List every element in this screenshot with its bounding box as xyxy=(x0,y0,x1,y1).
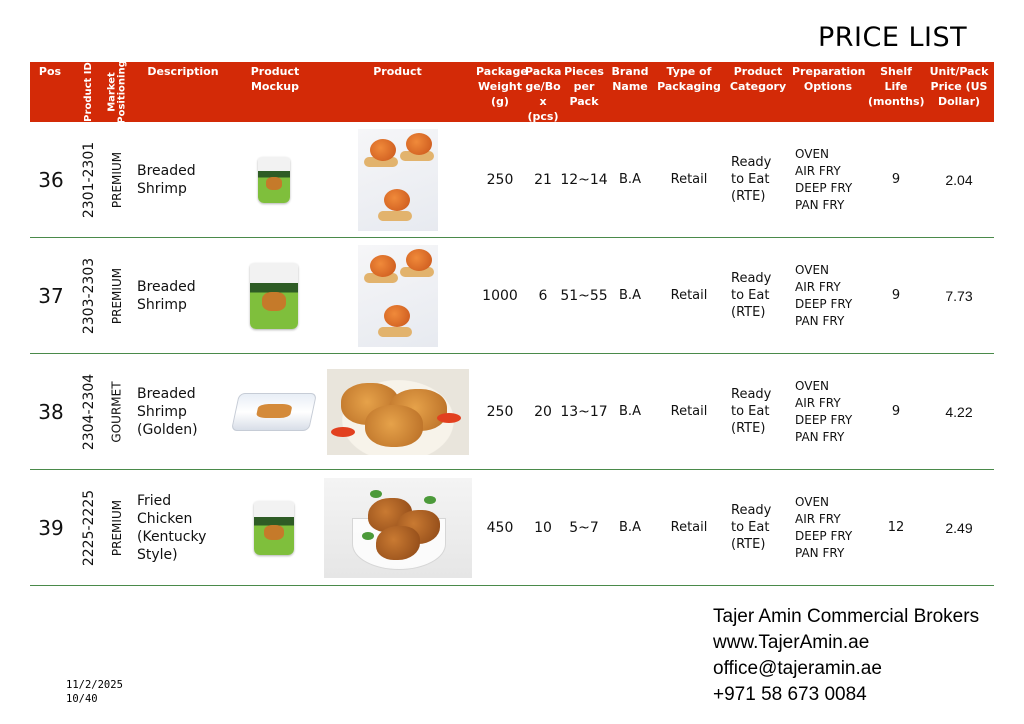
photo-herb xyxy=(424,496,436,504)
prep-option: DEEP FRY xyxy=(795,296,853,311)
header-market-positioning-label xyxy=(108,60,128,123)
table-header xyxy=(30,62,994,122)
prep-option: OVEN xyxy=(795,262,830,277)
product-photo-cell xyxy=(320,238,475,353)
photo-shrimp xyxy=(384,305,410,327)
description-line: Style) xyxy=(137,546,178,563)
pos-cell: 39 xyxy=(38,515,64,540)
price-cell: 2.04 xyxy=(945,171,973,188)
golden-shrimp-plate-photo xyxy=(327,369,469,455)
header-prep-line2: Options xyxy=(803,80,853,93)
category-line: (RTE) xyxy=(731,421,766,436)
description-text xyxy=(137,278,196,314)
header-price xyxy=(926,64,992,109)
category-line: Ready xyxy=(731,503,772,518)
company-name: Tajer Amin Commercial Brokers xyxy=(713,606,980,627)
product-id-text: 2225-2225 xyxy=(81,489,97,566)
header-box-line4: (pcs) xyxy=(527,110,559,123)
description-line: (Golden) xyxy=(137,421,198,438)
category-line: Ready xyxy=(731,387,772,402)
category-line: (RTE) xyxy=(731,189,766,204)
product-id-text: 2303-2303 xyxy=(81,257,97,334)
prep-option: PAN FRY xyxy=(795,197,845,212)
company-phone: +971 58 673 0084 xyxy=(713,684,867,705)
positioning-text: GOURMET xyxy=(110,380,125,443)
prep-option: AIR FRY xyxy=(795,163,841,178)
header-market-positioning xyxy=(102,62,134,122)
header-shelf-line1: Shelf xyxy=(880,65,912,78)
pos-cell: 37 xyxy=(38,283,64,308)
category-line: (RTE) xyxy=(731,305,766,320)
header-weight-line1: Package xyxy=(476,65,528,78)
header-product-id xyxy=(78,62,100,122)
header-description-label: Description xyxy=(147,65,219,78)
product-id-cell xyxy=(76,354,102,469)
category-line: to Eat xyxy=(731,172,770,187)
header-market-line2: Positioning xyxy=(117,60,129,124)
category-text xyxy=(731,154,771,205)
description-line: Breaded xyxy=(137,385,196,402)
description-line: Breaded xyxy=(137,278,196,295)
category-text xyxy=(731,502,771,553)
prep-list xyxy=(795,262,852,330)
header-product xyxy=(320,64,475,79)
header-box-line2: ge/Bo xyxy=(525,80,561,93)
page-number: 10/40 xyxy=(66,693,98,705)
prep-cell xyxy=(795,470,867,585)
description-cell xyxy=(137,470,233,585)
category-line: to Eat xyxy=(731,520,770,535)
prep-option: AIR FRY xyxy=(795,395,841,410)
prep-option: DEEP FRY xyxy=(795,412,853,427)
header-packaging-line1: Type of xyxy=(666,65,712,78)
description-line: Shrimp xyxy=(137,180,187,197)
positioning-cell xyxy=(104,122,130,237)
photo-shrimp-tail xyxy=(437,413,461,423)
header-pieces-line2: per xyxy=(573,80,595,93)
per-box-cell: 20 xyxy=(534,403,552,420)
description-cell xyxy=(137,354,233,469)
weight-cell: 450 xyxy=(486,519,514,536)
price-cell: 4.22 xyxy=(945,403,973,420)
category-line: to Eat xyxy=(731,404,770,419)
brand-cell: B.A xyxy=(619,288,641,303)
photo-shrimp xyxy=(370,139,396,161)
pos-cell: 36 xyxy=(38,167,64,192)
product-photo-cell xyxy=(320,122,475,237)
positioning-text: PREMIUM xyxy=(110,267,124,324)
description-line: Fried xyxy=(137,492,172,509)
page-title: PRICE LIST xyxy=(818,22,968,53)
product-photo-cell xyxy=(320,470,475,585)
prep-option: PAN FRY xyxy=(795,429,845,444)
prep-option: AIR FRY xyxy=(795,279,841,294)
product-photo-cell xyxy=(320,354,475,469)
shelf-life-cell: 9 xyxy=(891,288,901,303)
shelf-life-cell: 12 xyxy=(887,520,905,535)
description-line: Chicken xyxy=(137,510,193,527)
pos-cell: 38 xyxy=(38,399,64,424)
description-cell xyxy=(137,238,233,353)
category-line: to Eat xyxy=(731,288,770,303)
packaging-cell: Retail xyxy=(670,172,708,187)
small-bag-icon xyxy=(254,501,294,555)
header-pieces-line1: Pieces xyxy=(564,65,604,78)
price-cell: 7.73 xyxy=(945,287,973,304)
shelf-life-cell: 9 xyxy=(891,404,901,419)
prep-option: OVEN xyxy=(795,494,830,509)
brand-cell: B.A xyxy=(619,172,641,187)
company-contact xyxy=(713,604,979,708)
header-market-line1: Market xyxy=(107,72,119,112)
photo-shrimp xyxy=(365,405,423,447)
header-prep xyxy=(792,64,864,94)
pieces-cell: 5~7 xyxy=(569,519,599,536)
header-packaging xyxy=(654,64,724,94)
prep-cell xyxy=(795,122,867,237)
photo-shrimp xyxy=(384,189,410,211)
header-mockup-line1: Product xyxy=(250,65,300,78)
price-table xyxy=(30,62,994,586)
header-mockup xyxy=(235,64,315,94)
prep-list xyxy=(795,494,852,562)
photo-shrimp xyxy=(406,249,432,271)
description-line: Shrimp xyxy=(137,403,187,420)
page-footer-info xyxy=(66,678,123,706)
description-text xyxy=(137,385,198,439)
header-product-label: Product xyxy=(373,65,422,78)
header-shelf-line3: (months) xyxy=(868,95,925,108)
category-cell xyxy=(731,470,791,585)
header-pieces-line3: Pack xyxy=(569,95,599,108)
prep-option: DEEP FRY xyxy=(795,528,853,543)
photo-herb xyxy=(370,490,382,498)
per-box-cell: 10 xyxy=(534,519,552,536)
header-category-line2: Category xyxy=(729,80,787,93)
company-email-link[interactable]: office@tajeramin.ae xyxy=(713,658,882,679)
header-brand-line1: Brand xyxy=(611,65,649,78)
description-text xyxy=(137,492,206,564)
description-text xyxy=(137,162,196,198)
product-id-cell xyxy=(76,470,102,585)
packaging-cell: Retail xyxy=(670,288,708,303)
fried-chicken-bowl-photo xyxy=(324,478,472,578)
photo-bread xyxy=(378,211,412,221)
pieces-cell: 12~14 xyxy=(560,171,608,188)
header-description xyxy=(138,64,228,79)
positioning-cell xyxy=(104,238,130,353)
header-weight-line2: Weight xyxy=(478,80,522,93)
category-line: Ready xyxy=(731,271,772,286)
prep-cell xyxy=(795,354,867,469)
mockup-cell xyxy=(235,238,313,353)
company-website-link[interactable]: www.TajerAmin.ae xyxy=(713,632,870,653)
weight-cell: 250 xyxy=(486,171,514,188)
product-id-cell xyxy=(76,122,102,237)
header-shelf xyxy=(868,64,924,109)
description-cell xyxy=(137,122,233,237)
header-box-line3: x xyxy=(539,95,547,108)
category-cell xyxy=(731,238,791,353)
packaging-cell: Retail xyxy=(670,404,708,419)
prep-option: AIR FRY xyxy=(795,511,841,526)
header-brand xyxy=(608,64,652,94)
pieces-cell: 51~55 xyxy=(560,287,608,304)
product-id-text: 2304-2304 xyxy=(81,373,97,450)
price-cell: 2.49 xyxy=(945,519,973,536)
prep-option: PAN FRY xyxy=(795,313,845,328)
header-weight-line3: (g) xyxy=(491,95,509,108)
category-text xyxy=(731,386,771,437)
positioning-text: PREMIUM xyxy=(110,499,124,556)
header-pos xyxy=(30,64,70,79)
header-mockup-line2: Mockup xyxy=(250,80,300,93)
breaded-shrimp-canape-photo xyxy=(358,129,438,231)
large-bag-icon xyxy=(250,263,298,329)
header-shelf-line2: Life xyxy=(884,80,908,93)
weight-cell: 1000 xyxy=(482,287,518,304)
prep-list xyxy=(795,378,852,446)
table-row xyxy=(30,238,994,354)
header-box-line1: Packa xyxy=(525,65,562,78)
description-line: (Kentucky xyxy=(137,528,207,545)
category-line: Ready xyxy=(731,155,772,170)
pieces-cell: 13~17 xyxy=(560,403,608,420)
header-category xyxy=(726,64,790,94)
header-category-line1: Product xyxy=(733,65,783,78)
header-prep-line1: Preparation xyxy=(792,65,866,78)
header-brand-line2: Name xyxy=(612,80,648,93)
tray-pack-icon xyxy=(231,393,317,431)
table-row xyxy=(30,354,994,470)
prep-option: OVEN xyxy=(795,146,830,161)
photo-shrimp xyxy=(406,133,432,155)
positioning-text: PREMIUM xyxy=(110,151,124,208)
prep-option: PAN FRY xyxy=(795,545,845,560)
packaging-cell: Retail xyxy=(670,520,708,535)
mockup-cell xyxy=(235,354,313,469)
photo-shrimp-tail xyxy=(331,427,355,437)
brand-cell: B.A xyxy=(619,404,641,419)
table-row xyxy=(30,122,994,238)
header-pos-label: Pos xyxy=(38,65,62,78)
header-packaging-line2: Packaging xyxy=(657,80,721,93)
mockup-cell xyxy=(235,122,313,237)
brand-cell: B.A xyxy=(619,520,641,535)
positioning-cell xyxy=(104,470,130,585)
photo-bread xyxy=(378,327,412,337)
header-weight xyxy=(476,64,528,109)
weight-cell: 250 xyxy=(486,403,514,420)
category-text xyxy=(731,270,771,321)
header-price-line1: Unit/Pack xyxy=(929,65,989,78)
table-row xyxy=(30,470,994,586)
per-box-cell: 21 xyxy=(534,171,552,188)
per-box-cell: 6 xyxy=(538,287,548,304)
photo-shrimp xyxy=(370,255,396,277)
header-product-id-label: Product ID xyxy=(83,62,94,122)
category-line: (RTE) xyxy=(731,537,766,552)
positioning-cell xyxy=(104,354,130,469)
photo-chicken xyxy=(376,526,420,560)
description-line: Breaded xyxy=(137,162,196,179)
prep-option: DEEP FRY xyxy=(795,180,853,195)
category-cell xyxy=(731,122,791,237)
prep-list xyxy=(795,146,852,214)
photo-herb xyxy=(362,532,374,540)
shelf-life-cell: 9 xyxy=(891,172,901,187)
prep-option: OVEN xyxy=(795,378,830,393)
prep-cell xyxy=(795,238,867,353)
header-per-box xyxy=(525,64,561,124)
category-cell xyxy=(731,354,791,469)
product-id-text: 2301-2301 xyxy=(81,141,97,218)
document-date: 11/2/2025 xyxy=(66,679,123,691)
header-price-line3: Dollar) xyxy=(937,95,981,108)
breaded-shrimp-canape-photo xyxy=(358,245,438,347)
header-pieces xyxy=(561,64,607,109)
product-id-cell xyxy=(76,238,102,353)
header-price-line2: Price (US xyxy=(930,80,988,93)
description-line: Shrimp xyxy=(137,296,187,313)
mockup-cell xyxy=(235,470,313,585)
small-bag-icon xyxy=(258,157,290,203)
